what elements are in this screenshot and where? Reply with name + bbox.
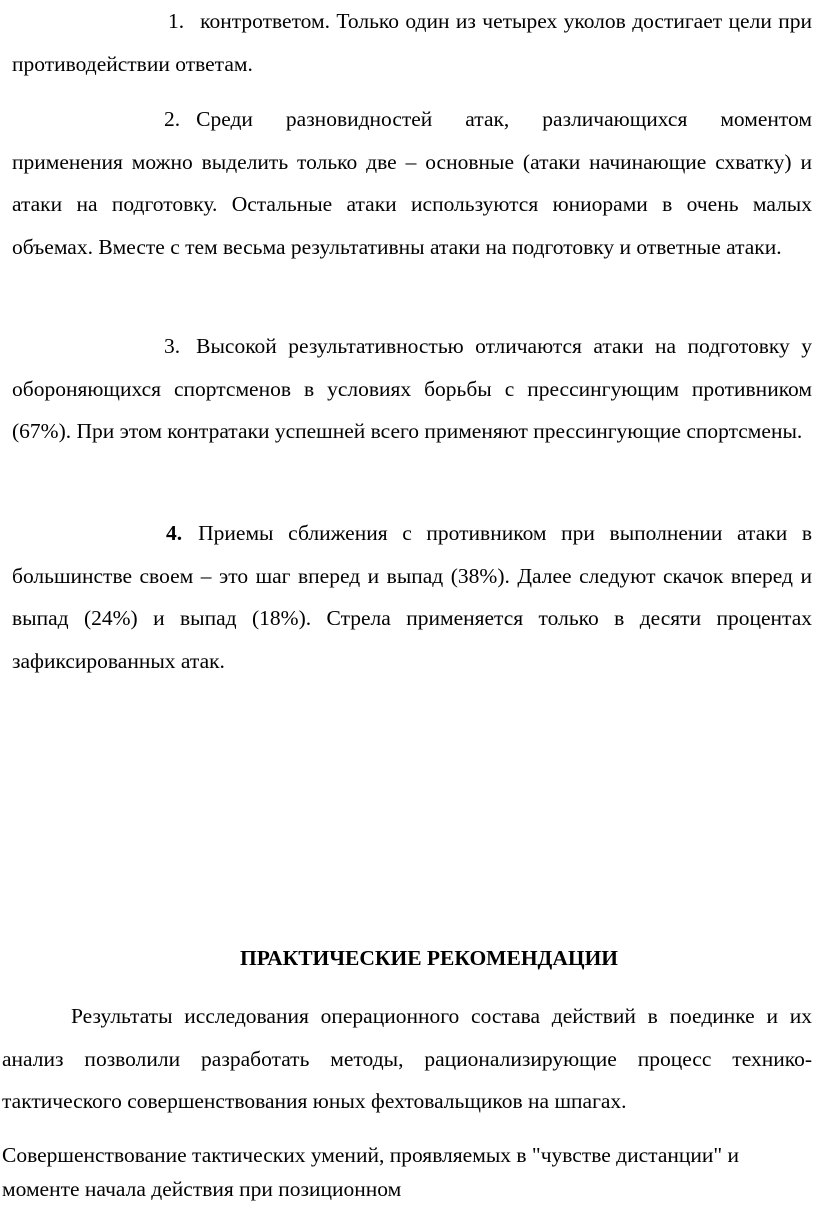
item-text: контрответом. Только один из четырех уколов достигает цели при противодействии ответам. [12, 9, 812, 76]
section-heading: ПРАКТИЧЕСКИЕ РЕКОМЕНДАЦИИ [239, 946, 619, 970]
conclusion-item-1 [12, 0, 812, 85]
item-number: 3. [164, 334, 181, 358]
conclusion-item-2 [12, 98, 812, 268]
section-paragraph: Результаты исследования операционного состава действий в поединке и их анализ позволили разработать методы, рационализирующие процесс технико-тактического совершенствования юных фехтовальщиков на шпагах. [2, 1004, 812, 1113]
item-number: 1. [168, 9, 185, 33]
conclusion-item-3 [12, 325, 812, 453]
item-number: 2. [164, 107, 181, 131]
item-text: Среди разновидностей атак, различающихся моментом применения можно выделить только две – основные (атаки начинающие схватку) и атаки на подготовку. Остальные атаки используются юниорами в очень малых объемах. Вместе с тем весьма результативны атаки на подготовку и ответные атаки. [12, 107, 812, 259]
item-text: Приемы сближения с противником при выполнении атаки в большинстве своем – это шаг вперед и выпад (38%). Далее следуют скачок вперед и выпад (24%) и выпад (18%). Стрела применяется только в десяти процентах зафиксированных атак. [12, 521, 812, 673]
section-continuation: Совершенствование тактических умений, проявляемых в "чувстве дистанции" и моменте начала действия при позиционном [2, 1143, 740, 1201]
item-text: Высокой результативностью отличаются атаки на подготовку у обороняющихся спортсменов в условиях борьбы с прессингующим противником (67%). При этом контратаки успешней всего применяют прессингующие спортсмены. [12, 334, 812, 443]
item-number: 4. [166, 521, 183, 545]
conclusion-item-4 [12, 512, 812, 682]
